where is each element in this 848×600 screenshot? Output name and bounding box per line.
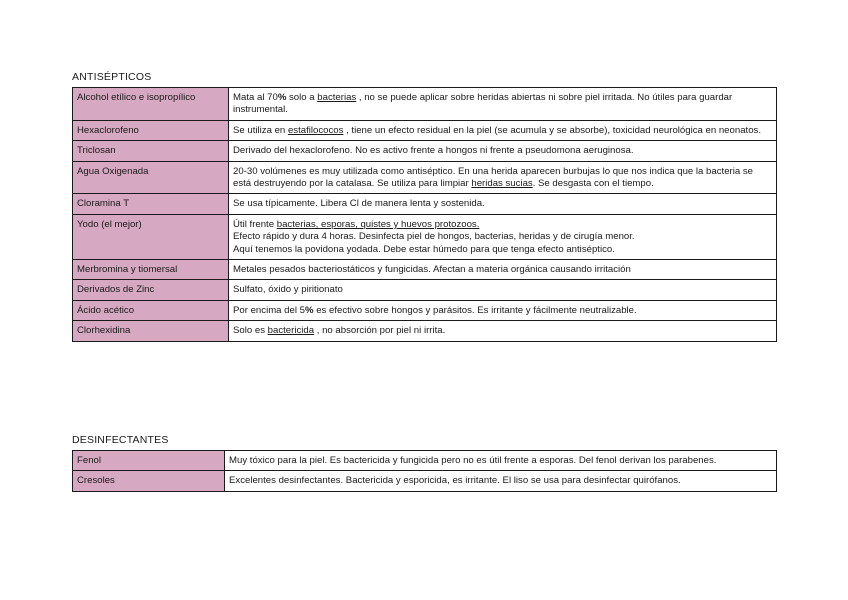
description-text: , no absorción por piel ni irrita.: [314, 325, 446, 337]
antiseptico-name-cell: Ácido acético: [73, 300, 229, 320]
desinfectantes-section: [72, 434, 777, 492]
desinfectante-description-cell: [225, 451, 777, 471]
antiseptico-name-cell: Derivados de Zinc: [73, 280, 229, 300]
antiseptico-row: [73, 88, 777, 121]
antiseptico-description-cell: [229, 141, 777, 161]
desinfectantes-table: [72, 450, 777, 492]
antiseptico-row: [73, 280, 777, 300]
antiseptico-description-cell: [229, 194, 777, 214]
antiseptico-description-cell: [229, 88, 777, 121]
underlined-text: heridas sucias: [471, 178, 533, 190]
description-text: Metales pesados bacteriostáticos y fungicidas. Afectan a materia orgánica causando irritación: [233, 264, 631, 276]
description-text: Efecto rápido y dura 4 horas. Desinfecta piel de hongos, bacterias, heridas y de cirugía menor.: [233, 231, 635, 243]
antiseptico-row: [73, 214, 777, 259]
antiseptico-description-cell: [229, 280, 777, 300]
description-text: Se utiliza en: [233, 124, 288, 136]
description-text: , no se puede aplicar sobre heridas abiertas ni sobre piel irritada. No útiles para guardar instrumental.: [233, 92, 733, 116]
underlined-text: estafilococos: [287, 124, 344, 136]
antiseptico-description-cell: [229, 260, 777, 280]
description-text: Muy tóxico para la piel. Es bactericida y fungicida pero no es útil frente a esporas. Del fenol derivan los parabenes.: [229, 455, 717, 466]
description-text: Mata al 70: [233, 92, 278, 103]
description-text: Sulfato, óxido y piritionato: [233, 284, 343, 296]
desinfectante-name-cell: Cresoles: [73, 471, 225, 491]
antiseptico-name-cell: Yodo (el mejor): [73, 214, 229, 259]
desinfectante-description-cell: [225, 471, 777, 491]
description-text: Solo es: [233, 325, 268, 337]
antiseptico-row: [73, 161, 777, 194]
antisepticos-title: ANTISÉPTICOS: [72, 71, 152, 83]
antiseptico-name-cell: Merbromina y tiomersal: [73, 260, 229, 280]
description-text: Excelentes desinfectantes. Bactericida y esporicida, es irritante. El liso se usa para desinfectar quirófanos.: [229, 475, 681, 487]
description-text: Por encima del 5: [233, 304, 305, 316]
description-text: Derivado del hexaclorofeno. No es activo frente a hongos ni frente a pseudomona aeruginosa.: [233, 145, 634, 157]
antiseptico-description-cell: [229, 214, 777, 259]
desinfectantes-title: DESINFECTANTES: [72, 434, 169, 446]
underlined-text: bactericida: [267, 325, 315, 337]
bold-text: %: [305, 304, 314, 316]
antisepticos-section: [72, 71, 777, 342]
antiseptico-name-cell: Triclosan: [73, 141, 229, 161]
antiseptico-name-cell: Clorhexidina: [73, 321, 229, 341]
antisepticos-table: [72, 87, 777, 342]
desinfectante-row: [73, 471, 777, 491]
antiseptico-name-cell: Alcohol etílico e isopropílico: [73, 88, 229, 121]
desinfectante-name-cell: Fenol: [73, 451, 225, 471]
antiseptico-row: [73, 321, 777, 341]
antiseptico-name-cell: Cloramina T: [73, 194, 229, 214]
description-text: Aquí tenemos la povidona yodada. Debe estar húmedo para que tenga efecto antiséptico.: [233, 243, 615, 255]
antiseptico-name-cell: Hexaclorofeno: [73, 120, 229, 140]
antiseptico-description-cell: [229, 161, 777, 194]
antiseptico-description-cell: [229, 321, 777, 341]
antiseptico-description-cell: [229, 120, 777, 140]
antiseptico-description-cell: [229, 300, 777, 320]
antiseptico-row: [73, 194, 777, 214]
antiseptico-name-cell: Agua Oxigenada: [73, 161, 229, 194]
antiseptico-row: [73, 300, 777, 320]
bold-text: %: [277, 92, 287, 103]
description-text: Útil frente: [233, 218, 277, 230]
antiseptico-row: [73, 141, 777, 161]
description-text: solo a: [286, 92, 318, 103]
antiseptico-row: [73, 120, 777, 140]
desinfectante-row: [73, 451, 777, 471]
description-text: es efectivo sobre hongos y parásitos. Es irritante y fácilmente neutralizable.: [313, 304, 637, 316]
description-text: Se usa típicamente. Libera Cl de manera lenta y sostenida.: [233, 198, 485, 210]
underlined-text: bacterias, esporas, quistes y huevos protozoos.: [276, 218, 480, 230]
underlined-text: bacterias: [317, 92, 357, 103]
description-text: . Se desgasta con el tiempo.: [532, 178, 654, 190]
antiseptico-row: [73, 260, 777, 280]
description-text: 20-30 volúmenes es muy utilizada como antiséptico. En una herida aparecen burbujas lo que nos indica que la bacteria se está destruyendo por la catalasa. Se utiliza para limpiar: [233, 165, 753, 190]
description-text: , tiene un efecto residual en la piel (se acumula y se absorbe), toxicidad neurológica en neonatos.: [343, 124, 761, 136]
